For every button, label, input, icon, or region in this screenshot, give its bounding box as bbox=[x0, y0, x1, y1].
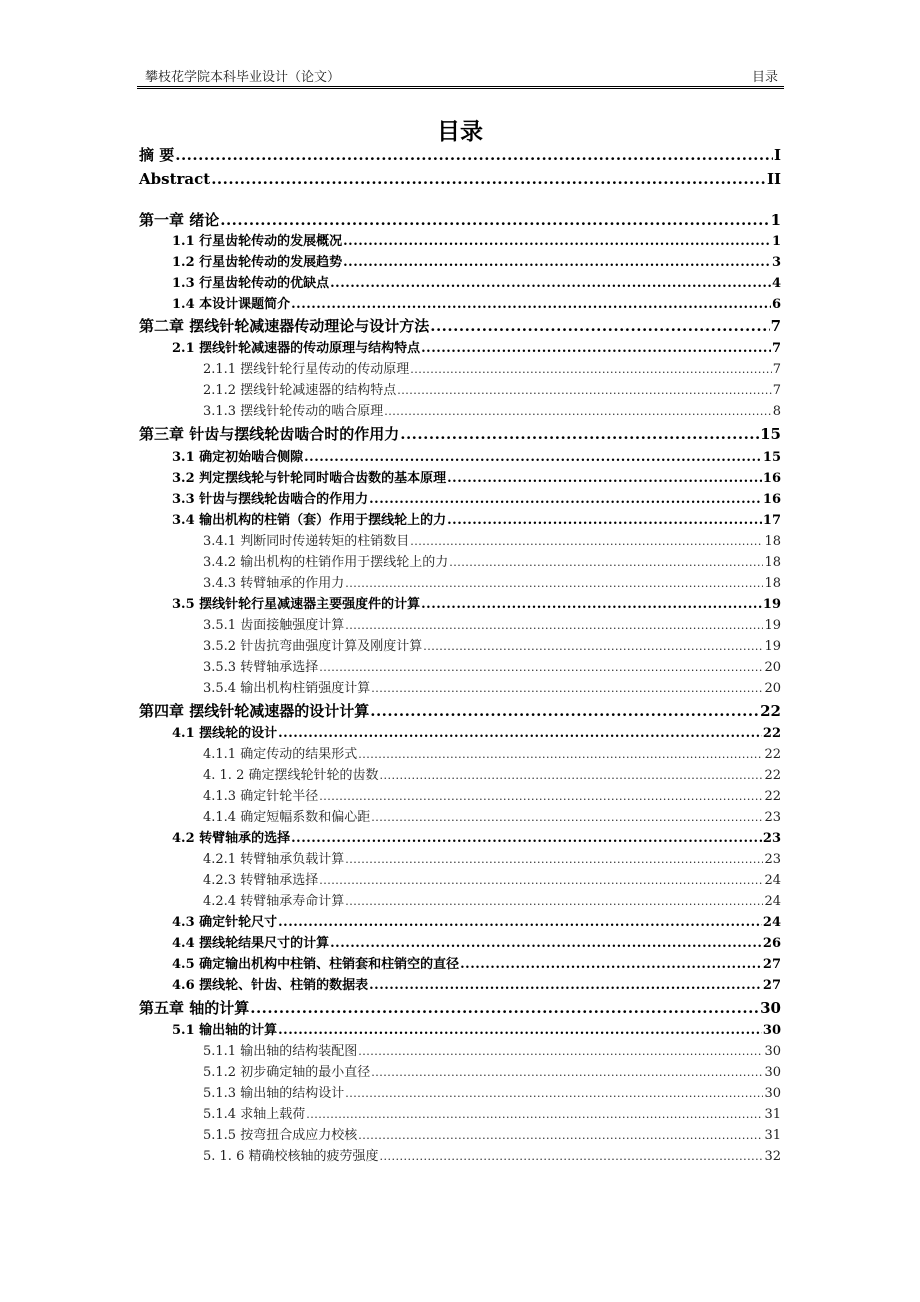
toc-entry[interactable] bbox=[203, 810, 781, 826]
toc-entry[interactable] bbox=[203, 618, 781, 634]
toc-entry-label: 3.4.2 输出机构的柱销作用于摆线轮上的力 bbox=[203, 555, 449, 570]
toc-entry-label: 3.5.3 转臂轴承选择 bbox=[203, 660, 319, 675]
toc-leader bbox=[250, 999, 759, 1017]
toc-leader bbox=[430, 317, 769, 335]
toc-entry-label: 3.5.1 齿面接触强度计算 bbox=[203, 618, 345, 633]
toc-entry-page: 3 bbox=[771, 255, 781, 270]
toc-leader bbox=[278, 726, 762, 742]
toc-entry[interactable] bbox=[203, 383, 781, 399]
running-header bbox=[137, 64, 784, 86]
toc-leader bbox=[369, 492, 762, 508]
toc-entry-page: 22 bbox=[762, 726, 781, 741]
toc-entry[interactable] bbox=[203, 404, 781, 420]
toc-entry-page: 23 bbox=[762, 831, 781, 846]
toc-leader bbox=[410, 535, 763, 548]
toc-leader bbox=[330, 276, 771, 292]
toc-entry[interactable] bbox=[203, 534, 781, 550]
toc-entry-page: 30 bbox=[764, 1065, 781, 1080]
toc-entry-label: 3.1.3 摆线针轮传动的啮合原理 bbox=[203, 404, 384, 419]
toc-entry-label: 2.1.2 摆线针轮减速器的结构特点 bbox=[203, 383, 397, 398]
toc-entry[interactable] bbox=[203, 1107, 781, 1123]
toc-entry-page: 23 bbox=[764, 810, 781, 825]
toc-entry[interactable] bbox=[172, 831, 781, 847]
toc-entry[interactable] bbox=[172, 726, 781, 742]
toc-entry-label: 4.6 摆线轮、针齿、柱销的数据表 bbox=[172, 978, 369, 993]
toc-leader bbox=[371, 682, 763, 695]
toc-entry-label: 2.1 摆线针轮减速器的传动原理与结构特点 bbox=[172, 341, 421, 356]
toc-entry[interactable] bbox=[203, 362, 781, 378]
toc-entry[interactable] bbox=[172, 915, 781, 931]
toc-leader bbox=[371, 1066, 763, 1079]
toc-leader bbox=[319, 874, 763, 887]
toc-entry[interactable] bbox=[139, 425, 781, 443]
toc-entry-label: 4.1 摆线轮的设计 bbox=[172, 726, 278, 741]
toc-entry-label: 1.4 本设计课题简介 bbox=[172, 297, 291, 312]
toc-entry[interactable] bbox=[203, 1065, 781, 1081]
toc-entry-page: 7 bbox=[771, 341, 781, 356]
toc-leader bbox=[447, 471, 762, 487]
toc-leader bbox=[306, 1108, 763, 1121]
toc-entry-label: 摘 要 bbox=[139, 146, 175, 164]
toc-entry[interactable] bbox=[203, 660, 781, 676]
toc-leader bbox=[370, 702, 759, 720]
toc-entry[interactable] bbox=[172, 341, 781, 357]
toc-entry-label: 第一章 绪论 bbox=[139, 211, 220, 229]
toc-leader bbox=[220, 211, 769, 229]
toc-entry-page: 22 bbox=[764, 747, 781, 762]
toc-entry-page: 7 bbox=[770, 317, 781, 335]
toc-entry[interactable] bbox=[203, 639, 781, 655]
toc-entry-label: 4.2.1 转臂轴承负载计算 bbox=[203, 852, 345, 867]
toc-leader bbox=[358, 748, 763, 761]
toc-entry-label: 5.1 输出轴的计算 bbox=[172, 1023, 278, 1038]
toc-leader bbox=[421, 597, 762, 613]
toc-entry-page: 16 bbox=[762, 471, 781, 486]
toc-leader bbox=[384, 405, 772, 418]
toc-leader bbox=[423, 640, 763, 653]
toc-entry-page: 18 bbox=[764, 555, 781, 570]
toc-entry[interactable] bbox=[172, 234, 781, 250]
toc-entry-page: 20 bbox=[764, 660, 781, 675]
toc-entry-page: 8 bbox=[772, 404, 781, 419]
toc-leader bbox=[345, 1087, 763, 1100]
toc-entry[interactable] bbox=[203, 1086, 781, 1102]
toc-entry-label: 4.2.4 转臂轴承寿命计算 bbox=[203, 894, 345, 909]
toc-entry-label: 3.4.1 判断同时传递转矩的柱销数目 bbox=[203, 534, 410, 549]
toc-entry[interactable] bbox=[172, 936, 781, 952]
toc-entry-label: 3.5.4 输出机构柱销强度计算 bbox=[203, 681, 371, 696]
toc-entry-label: 1.2 行星齿轮传动的发展趋势 bbox=[172, 255, 343, 270]
toc-entry-page: 20 bbox=[764, 681, 781, 696]
toc-entry-label: 3.2 判定摆线轮与针轮同时啮合齿数的基本原理 bbox=[172, 471, 447, 486]
toc-entry[interactable] bbox=[203, 894, 781, 910]
toc-entry-label: 5.1.2 初步确定轴的最小直径 bbox=[203, 1065, 371, 1080]
toc-entry[interactable] bbox=[172, 978, 781, 994]
toc-entry-page: II bbox=[766, 170, 781, 188]
toc-leader bbox=[345, 895, 763, 908]
toc-entry-label: 4.1.4 确定短幅系数和偏心距 bbox=[203, 810, 371, 825]
toc-entry-page: 27 bbox=[762, 978, 781, 993]
toc-entry-label: 1.1 行星齿轮传动的发展概况 bbox=[172, 234, 343, 249]
toc-leader bbox=[369, 978, 762, 994]
toc-entry-label: 4.2.3 转臂轴承选择 bbox=[203, 873, 319, 888]
toc-leader bbox=[330, 936, 762, 952]
toc-entry-page: 31 bbox=[764, 1107, 781, 1122]
toc-entry[interactable] bbox=[203, 747, 781, 763]
toc-entry-page: 27 bbox=[762, 957, 781, 972]
toc-entry-page: 7 bbox=[772, 383, 781, 398]
toc-entry[interactable] bbox=[172, 276, 781, 292]
header-rule bbox=[137, 86, 784, 89]
toc-entry[interactable] bbox=[172, 450, 781, 466]
toc-entry[interactable] bbox=[172, 255, 781, 271]
toc-leader bbox=[460, 957, 762, 973]
header-section-name: 目录 bbox=[751, 70, 778, 85]
toc-leader bbox=[343, 234, 771, 250]
toc-entry-label: Abstract bbox=[139, 170, 211, 188]
toc-entry[interactable] bbox=[203, 1128, 781, 1144]
toc-entry-page: 18 bbox=[764, 534, 781, 549]
toc-entry[interactable] bbox=[172, 471, 781, 487]
toc-leader bbox=[358, 1045, 763, 1058]
toc-entry[interactable] bbox=[172, 957, 781, 973]
toc-entry[interactable] bbox=[172, 1023, 781, 1039]
toc-leader bbox=[291, 831, 762, 847]
toc-entry-label: 4.2 转臂轴承的选择 bbox=[172, 831, 291, 846]
toc-entry-page: 19 bbox=[764, 639, 781, 654]
toc-leader bbox=[410, 363, 772, 376]
toc-entry-page: 1 bbox=[771, 234, 781, 249]
toc-entry-label: 第二章 摆线针轮减速器传动理论与设计方法 bbox=[139, 317, 430, 335]
toc-leader bbox=[371, 811, 763, 824]
toc-entry-page: 30 bbox=[760, 999, 781, 1017]
toc-entry-page: 31 bbox=[764, 1128, 781, 1143]
toc-entry-page: 19 bbox=[764, 618, 781, 633]
toc-entry[interactable] bbox=[172, 513, 781, 529]
toc-leader bbox=[211, 170, 766, 188]
toc-entry-label: 5.1.5 按弯扭合成应力校核 bbox=[203, 1128, 358, 1143]
toc-leader bbox=[278, 915, 762, 931]
toc-entry-page: 24 bbox=[764, 894, 781, 909]
toc-entry-label: 5.1.4 求轴上载荷 bbox=[203, 1107, 306, 1122]
toc-entry[interactable] bbox=[203, 789, 781, 805]
toc-entry[interactable] bbox=[139, 999, 781, 1017]
toc-entry[interactable] bbox=[139, 702, 781, 720]
toc-leader bbox=[291, 297, 771, 313]
toc-entry[interactable] bbox=[203, 768, 781, 784]
toc-entry-label: 4.1.1 确定传动的结果形式 bbox=[203, 747, 358, 762]
toc-leader bbox=[278, 1023, 762, 1039]
toc-entry-page: 22 bbox=[760, 702, 781, 720]
header-thesis-title: 攀枝花学院本科毕业设计（论文） bbox=[145, 70, 341, 85]
toc-leader bbox=[449, 556, 763, 569]
toc-entry-page: 1 bbox=[770, 211, 781, 229]
toc-entry[interactable] bbox=[203, 852, 781, 868]
toc-entry-page: 22 bbox=[764, 768, 781, 783]
toc-entry[interactable] bbox=[139, 146, 781, 164]
toc-entry-label: 5. 1. 6 精确校核轴的疲劳强度 bbox=[203, 1149, 379, 1164]
toc-entry[interactable] bbox=[203, 1149, 781, 1165]
toc-leader bbox=[397, 384, 772, 397]
toc-leader bbox=[421, 341, 771, 357]
toc-leader bbox=[400, 425, 759, 443]
toc-leader bbox=[447, 513, 762, 529]
toc-entry[interactable] bbox=[203, 681, 781, 697]
toc-leader bbox=[304, 450, 762, 466]
toc-entry-page: 15 bbox=[762, 450, 781, 465]
toc-entry-page: 19 bbox=[762, 597, 781, 612]
toc-entry-page: 6 bbox=[771, 297, 781, 312]
toc-entry[interactable] bbox=[172, 297, 781, 313]
toc-entry-label: 4.4 摆线轮结果尺寸的计算 bbox=[172, 936, 330, 951]
toc-entry-page: 23 bbox=[764, 852, 781, 867]
toc-entry-page: 30 bbox=[762, 1023, 781, 1038]
toc-entry-label: 3.3 针齿与摆线轮齿啮合的作用力 bbox=[172, 492, 369, 507]
toc-leader bbox=[358, 1129, 763, 1142]
toc-entry-label: 5.1.1 输出轴的结构装配图 bbox=[203, 1044, 358, 1059]
toc-entry-page: 15 bbox=[760, 425, 781, 443]
toc-entry[interactable] bbox=[203, 873, 781, 889]
toc-entry-label: 2.1.1 摆线针轮行星传动的传动原理 bbox=[203, 362, 410, 377]
toc-entry-label: 第五章 轴的计算 bbox=[139, 999, 250, 1017]
toc-leader bbox=[175, 146, 773, 164]
toc-entry-label: 4.1.3 确定针轮半径 bbox=[203, 789, 319, 804]
toc-leader bbox=[345, 853, 763, 866]
toc-leader bbox=[345, 619, 763, 632]
toc-entry[interactable] bbox=[203, 1044, 781, 1060]
toc-entry-label: 4.5 确定输出机构中柱销、柱销套和柱销空的直径 bbox=[172, 957, 460, 972]
toc-leader bbox=[379, 1150, 763, 1163]
toc-title: 目录 bbox=[437, 119, 483, 145]
toc-entry-label: 3.5 摆线针轮行星减速器主要强度件的计算 bbox=[172, 597, 421, 612]
toc-entry[interactable] bbox=[139, 170, 781, 188]
toc-entry-label: 3.1 确定初始啮合侧隙 bbox=[172, 450, 304, 465]
toc-entry-label: 第三章 针齿与摆线轮齿啮合时的作用力 bbox=[139, 425, 400, 443]
toc-entry[interactable] bbox=[139, 317, 781, 335]
toc-leader bbox=[319, 661, 763, 674]
toc-leader bbox=[345, 577, 763, 590]
toc-entry-page: 4 bbox=[771, 276, 781, 291]
toc-entry-page: 24 bbox=[762, 915, 781, 930]
toc-entry-label: 3.4.3 转臂轴承的作用力 bbox=[203, 576, 345, 591]
toc-entry-label: 4. 1. 2 确定摆线轮针轮的齿数 bbox=[203, 768, 379, 783]
toc-entry[interactable] bbox=[172, 597, 781, 613]
toc-entry-page: 17 bbox=[762, 513, 781, 528]
toc-entry-page: 22 bbox=[764, 789, 781, 804]
toc-leader bbox=[319, 790, 763, 803]
toc-entry-label: 4.3 确定针轮尺寸 bbox=[172, 915, 278, 930]
toc-entry-label: 5.1.3 输出轴的结构设计 bbox=[203, 1086, 345, 1101]
toc-entry-page: 30 bbox=[764, 1086, 781, 1101]
toc-entry-label: 3.5.2 针齿抗弯曲强度计算及刚度计算 bbox=[203, 639, 423, 654]
toc-entry[interactable] bbox=[172, 492, 781, 508]
toc-entry[interactable] bbox=[203, 555, 781, 571]
toc-entry-label: 1.3 行星齿轮传动的优缺点 bbox=[172, 276, 330, 291]
toc-entry-page: 32 bbox=[764, 1149, 781, 1164]
toc-entry-page: 26 bbox=[762, 936, 781, 951]
toc-entry-label: 3.4 输出机构的柱销（套）作用于摆线轮上的力 bbox=[172, 513, 447, 528]
toc-entry[interactable] bbox=[139, 211, 781, 229]
toc-entry-page: 24 bbox=[764, 873, 781, 888]
toc-entry-page: 16 bbox=[762, 492, 781, 507]
toc-leader bbox=[343, 255, 771, 271]
toc-entry-page: I bbox=[773, 146, 781, 164]
toc-entry[interactable] bbox=[203, 576, 781, 592]
toc-entry-page: 30 bbox=[764, 1044, 781, 1059]
toc-leader bbox=[379, 769, 763, 782]
toc-entry-page: 7 bbox=[772, 362, 781, 377]
toc-entry-label: 第四章 摆线针轮减速器的设计计算 bbox=[139, 702, 370, 720]
toc-entry-page: 18 bbox=[764, 576, 781, 591]
